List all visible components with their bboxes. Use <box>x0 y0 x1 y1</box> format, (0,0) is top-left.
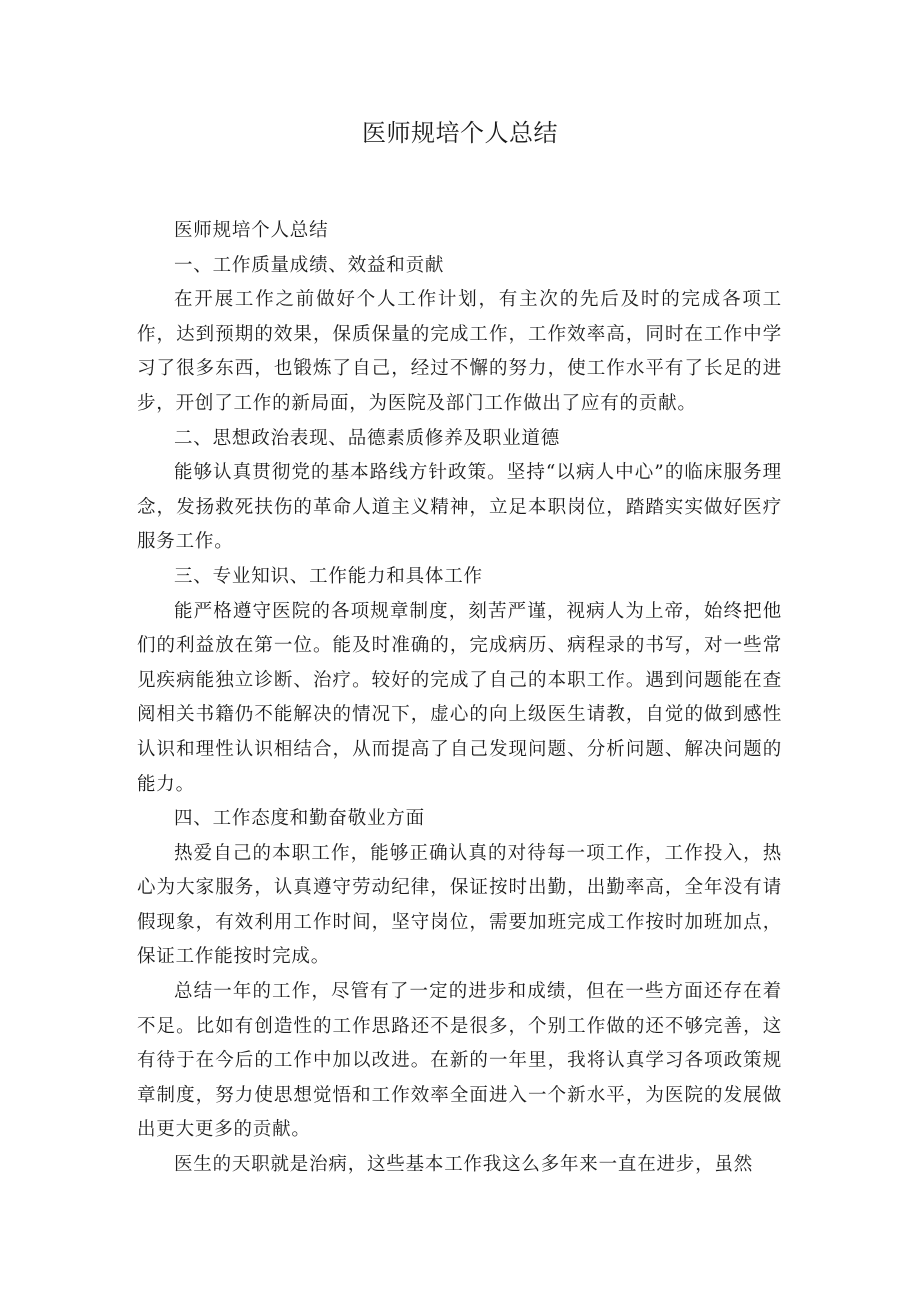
document-title: 医师规培个人总结 <box>362 119 558 147</box>
section-heading-2: 二、思想政治表现、品德素质修养及职业道德 <box>174 427 561 449</box>
paragraph: 能够认真贯彻党的基本路线方针政策。坚持“以病人中心”的临床服务理念，发扬救死扶伤的革命人道主义精神，立足本职岗位，踏踏实实做好医疗服务工作。 <box>137 462 782 553</box>
document-body <box>137 214 782 1183</box>
paragraph: 医生的天职就是治病，这些基本工作我这么多年来一直在进步，虽然 <box>174 1154 754 1176</box>
paragraph-subtitle: 医师规培个人总结 <box>174 220 329 241</box>
paragraph: 在开展工作之前做好个人工作计划，有主次的先后及时的完成各项工作，达到预期的效果，保质保量的完成工作，工作效率高，同时在工作中学习了很多东西，也锻炼了自己，经过不懈的努力，使工作水平有了长足的进步，开创了工作的新局面，为医院及部门工作做出了应有的贡献。 <box>137 289 782 414</box>
paragraph: 热爱自己的本职工作，能够正确认真的对待每一项工作，工作投入，热心为大家服务，认真遵守劳动纪律，保证按时出勤，出勤率高，全年没有请假现象，有效利用工作时间，坚守岗位，需要加班完成工作按时加班加点，保证工作能按时完成。 <box>137 842 782 968</box>
paragraph: 总结一年的工作，尽管有了一定的进步和成绩，但在一些方面还存在着不足。比如有创造性的工作思路还不是很多，个别工作做的还不够完善，这有待于在今后的工作中加以改进。在新的一年里，我将认真学习各项政策规章制度，努力使思想觉悟和工作效率全面进入一个新水平，为医院的发展做出更大更多的贡献。 <box>137 981 782 1141</box>
paragraph: 能严格遵守医院的各项规章制度，刻苦严谨，视病人为上帝，始终把他们的利益放在第一位。能及时准确的，完成病历、病程录的书写，对一些常见疾病能独立诊断、治疗。较好的完成了自己的本职工作。遇到问题能在查阅相关书籍仍不能解决的情况下，虚心的向上级医生请教，自觉的做到感性认识和理性认识相结合，从而提高了自己发现问题、分析问题、解决问题的能力。 <box>137 600 782 795</box>
section-heading-1: 一、工作质量成绩、效益和贡献 <box>174 254 445 276</box>
section-heading-4: 四、工作态度和勤奋敬业方面 <box>174 808 425 830</box>
section-heading-3: 三、专业知识、工作能力和具体工作 <box>174 565 483 587</box>
